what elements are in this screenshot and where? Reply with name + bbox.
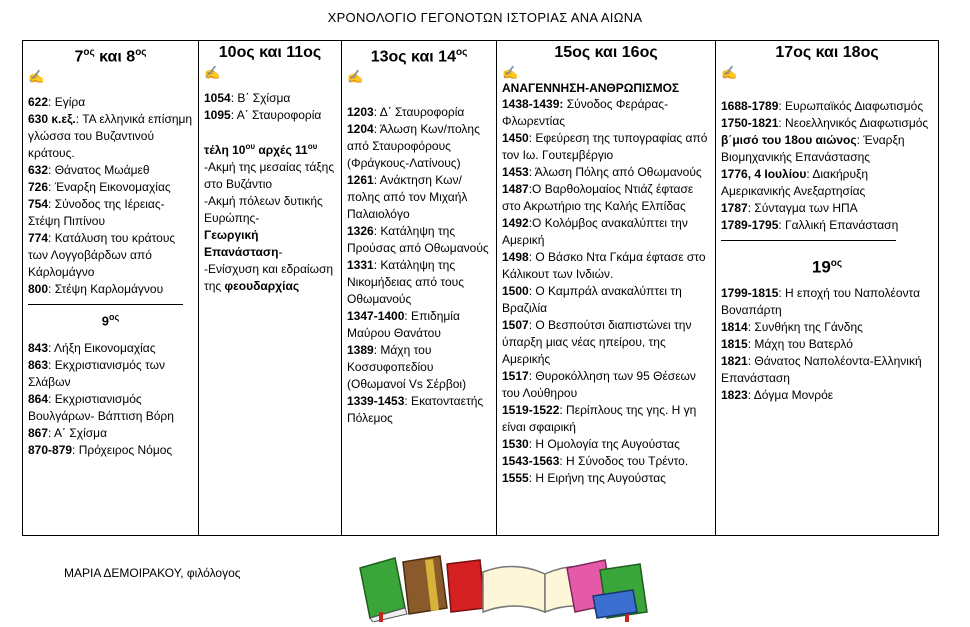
pen-icon: ✍	[502, 65, 519, 80]
timeline-entry	[28, 442, 193, 459]
timeline-entry	[721, 387, 933, 404]
timeline-entry	[721, 98, 933, 115]
timeline-entry	[28, 425, 193, 442]
timeline-entry	[347, 342, 491, 393]
entry-text: : Θάνατος Ναπολέοντα-Ελληνική Επανάσταση	[721, 353, 922, 385]
entry-date: 1453	[502, 165, 529, 179]
entry-date: 1389	[347, 343, 374, 358]
entry-text: : Επιδημία Μαύρου Θανάτου	[347, 309, 460, 341]
entry-text: : Β΄ Σχίσμα	[230, 91, 291, 105]
separator-line	[721, 240, 896, 241]
entry-date: 1450	[502, 131, 529, 145]
timeline-entry	[28, 357, 193, 391]
column-header: 10ος και 11ος	[218, 44, 322, 61]
timeline-entry	[204, 90, 336, 107]
entry-text: : Θάνατος Μωάμεθ	[48, 163, 150, 178]
author-credit: ΜΑΡΙΑ ΔΕΜΟΙΡΑΚΟΥ, φιλόλογος	[64, 566, 241, 580]
entry-text: :Ο Βαρθολομαίος Ντιάζ έφτασε στο Ακρωτήριο της Καλής Ελπίδας	[502, 182, 694, 213]
entry-text: : Η Ομολογία της Αυγούστας	[528, 437, 680, 451]
timeline-entry	[347, 121, 491, 172]
entry-date: 1543-1563	[502, 454, 560, 468]
entry-date: 1507	[502, 318, 529, 332]
entry-text: : Ευρωπαϊκός Διαφωτισμός	[778, 99, 924, 113]
entry-date: 632	[28, 163, 49, 178]
timeline-entry	[502, 436, 710, 453]
entry-date: 754	[28, 197, 49, 212]
entry-text: : Άλωση Πόλης από Οθωμανούς	[528, 165, 702, 179]
entry-list	[721, 285, 933, 404]
entry-text: : Εκατονταετής Πόλεμος	[347, 394, 484, 426]
entry-text: : Έναρξη Εικονομαχίας	[48, 180, 171, 195]
entry-text: Σύνοδος Φεράρας-Φλωρεντίας	[502, 97, 669, 128]
entry-date: 1776, 4 Ιουλίου	[721, 167, 807, 181]
entry-text: :Ο Κολόμβος ανακαλύπτει την Αμερική	[502, 216, 688, 247]
entry-date: 726	[28, 180, 49, 195]
entry-date: 1823	[721, 387, 748, 402]
entry-date: 870-879	[28, 442, 73, 457]
entry-date: 1530	[502, 437, 529, 451]
entry-date: β΄μισό του 18ου αιώνος	[721, 133, 857, 147]
entry-date: 864	[28, 391, 49, 406]
entry-list	[721, 98, 933, 234]
entry-text: : Εφεύρεση της τυπογραφίας από τον Ιω. Γουτεμβέργιο	[502, 131, 708, 162]
entry-text: : Νεοελληνικός Διαφωτισμός	[778, 116, 929, 130]
column-17th-18th	[716, 41, 939, 536]
entry-text: : Πρόχειρος Νόμος	[72, 442, 173, 457]
pen-icon: ✍	[347, 69, 364, 85]
entry-date: 1203	[347, 105, 374, 120]
entry-text: : Θυροκόλληση των 95 Θέσεων του Λούθηρου	[502, 369, 696, 400]
entry-date: 1498	[502, 250, 529, 264]
entry-date: 1519-1522	[502, 403, 560, 417]
entry-text: : Ο Καμπράλ ανακαλύπτει τη Βραζιλία	[502, 284, 682, 315]
timeline-entry	[502, 164, 710, 181]
entry-text: : Α΄ Σχίσμα	[48, 425, 108, 440]
entry-list	[204, 90, 336, 124]
timeline-entry	[28, 111, 193, 162]
entry-date: 622	[28, 95, 49, 110]
entry-date: 1815	[721, 336, 748, 351]
entry-text: : Εκχριστιανισμός των Σλάβων	[28, 357, 165, 389]
timeline-entry	[502, 130, 710, 164]
entry-text: : Η Σύνοδος του Τρέντο.	[559, 454, 689, 468]
timeline-table	[22, 40, 939, 536]
timeline-entry	[502, 402, 710, 436]
timeline-entry	[28, 281, 193, 298]
column-15th-16th	[497, 41, 716, 536]
entry-list	[28, 340, 193, 459]
entry-date: 1261	[347, 173, 374, 188]
section-subtitle: ΑΝΑΓΕΝΝΗΣΗ-ΑΝΘΡΩΠΙΣΜΟΣ	[502, 81, 680, 95]
timeline-entry	[502, 453, 710, 470]
entry-list	[347, 104, 491, 427]
timeline-entry	[502, 181, 710, 215]
timeline-entry	[28, 196, 193, 230]
entry-date: 1438-1439:	[502, 97, 564, 111]
entry-text: : Η εποχή του Ναπολέοντα Βοναπάρτη	[721, 285, 921, 317]
timeline-entry	[721, 200, 933, 217]
timeline-entry	[28, 179, 193, 196]
timeline-entry	[347, 393, 491, 427]
entry-date: 1487	[502, 182, 529, 196]
entry-text: : Σύνοδος της Ιέρειας-Στέψη Πιπίνου	[28, 197, 165, 229]
timeline-entry	[721, 217, 933, 234]
entry-text: : Μάχη του Βατερλό	[747, 336, 853, 351]
timeline-entry	[721, 353, 933, 387]
entry-date: 1750-1821	[721, 116, 779, 130]
timeline-entry	[347, 223, 491, 257]
entry-date: 800	[28, 282, 49, 297]
pen-icon: ✍	[721, 65, 738, 80]
entry-text: : Περίπλους της γης. Η γη είναι σφαιρική	[502, 403, 697, 434]
sub-header: $9^{o\varsigma}$	[101, 312, 120, 329]
timeline-entry	[347, 308, 491, 342]
entry-date: 1492	[502, 216, 529, 230]
entry-list	[28, 94, 193, 298]
entry-text: : Ο Βάσκο Ντα Γκάμα έφτασε στο Κάλικουτ των Ινδιών.	[502, 250, 706, 281]
column-header: $7^{o\varsigma}$ και $8^{o\varsigma}$	[74, 47, 147, 66]
timeline-entry	[502, 96, 710, 130]
timeline-entry	[502, 249, 710, 283]
entry-text: : Α΄ Σταυροφορία	[230, 108, 322, 122]
sub-header: $19^{o\varsigma}$	[811, 257, 843, 277]
entry-date: 867	[28, 425, 49, 440]
books-illustration	[355, 550, 655, 622]
page-title: ΧΡΟΝΟΛΟΓΙΟ ΓΕΓΟΝΟΤΩΝ ΙΣΤΟΡΙΑΣ ΑΝΑ ΑΙΩΝΑ	[327, 10, 643, 25]
timeline-entry	[502, 368, 710, 402]
entry-date: 1799-1815	[721, 285, 779, 300]
timeline-entry	[28, 94, 193, 111]
entry-date: 1500	[502, 284, 529, 298]
entry-text: : Η Ειρήνη της Αυγούστας	[528, 471, 666, 485]
entry-text: : Εκχριστιανισμός Βουλγάρων- Βάπτιση Βόρη	[28, 391, 174, 423]
entry-date: 1331	[347, 258, 374, 273]
entry-text: : Δόγμα Μονρόε	[747, 387, 834, 402]
entry-date: 1517	[502, 369, 529, 383]
entry-date: 1688-1789	[721, 99, 779, 113]
entry-text: : Κατάλυση του κράτους των Λογγοβάρδων από Κάρλομάγνο	[28, 231, 176, 280]
timeline-entry	[721, 336, 933, 353]
timeline-entry	[28, 391, 193, 425]
period-header: τέλη $10^{o\upsilon}$ αρχές $11^{o\upsilon}$	[204, 142, 318, 157]
column-10th-11th	[199, 41, 342, 536]
entry-date: 1095	[204, 108, 231, 122]
column-7th-8th	[23, 41, 199, 536]
entry-text: : Σύνταγμα των ΗΠΑ	[747, 201, 858, 215]
entry-text: : Λήξη Εικονομαχίας	[48, 340, 156, 355]
entry-text: : Κατάληψη της Νικομήδειας από τους Οθωμανούς	[347, 258, 465, 307]
entry-date: 1789-1795	[721, 218, 779, 232]
pen-icon: ✍	[28, 69, 45, 85]
entry-text: : Ο Βεσπούτσι διαπιστώνει την ύπαρξη μιας νέας ηπείρου, της Αμερικής	[502, 318, 692, 366]
entry-date: 1339-1453	[347, 394, 405, 409]
entry-text: : ΤΑ ελληνικά επίσημη γλώσσα του Βυζαντινού κράτους.	[28, 112, 193, 161]
entry-date: 1787	[721, 201, 748, 215]
timeline-entry	[28, 230, 193, 281]
timeline-entry	[502, 215, 710, 249]
entry-text: : Μάχη του Κοσσυφοπεδίου (Οθωμανοί Vs Σέρβοι)	[347, 343, 467, 392]
timeline-entry	[204, 107, 336, 124]
entry-text: : Άλωση Κων/πολης από Σταυροφόρους (Φράγκους-Λατίνους)	[347, 122, 480, 171]
timeline-entry	[721, 285, 933, 319]
entry-text: : Γαλλική Επανάσταση	[778, 218, 899, 232]
entry-date: 630 κ.εξ.	[28, 112, 76, 127]
timeline-entry	[347, 172, 491, 223]
entry-text: : Κατάληψη της Προύσας από Οθωμανούς	[347, 224, 489, 256]
entry-date: 1204	[347, 122, 374, 137]
entry-text: : Εγίρα	[48, 95, 86, 110]
entry-text: : Ανάκτηση Κων/πολης από τον Μιχαήλ Παλαιολόγο	[347, 173, 468, 222]
timeline-entry	[502, 317, 710, 368]
period-line: -Ακμή πόλεων δυτικής Ευρώπης-	[204, 194, 323, 225]
entry-list	[502, 96, 710, 487]
timeline-entry	[347, 257, 491, 308]
pen-icon: ✍	[204, 65, 221, 80]
entry-date: 1821	[721, 353, 748, 368]
timeline-entry	[721, 166, 933, 200]
entry-text: : Διακήρυξη Αμερικανικής Ανεξαρτησίας	[721, 167, 869, 198]
entry-date: 1326	[347, 224, 374, 239]
timeline-entry	[28, 340, 193, 357]
entry-text: : Στέψη Καρλομάγνου	[48, 282, 164, 297]
period-line: -Ακμή της μεσαίας τάξης στο Βυζάντιο	[204, 160, 335, 191]
column-13th-14th	[342, 41, 497, 536]
timeline-entry	[502, 283, 710, 317]
entry-date: 863	[28, 357, 49, 372]
timeline-entry	[721, 115, 933, 132]
period-tail: -Ενίσχυση και εδραίωση της φεουδαρχίας	[204, 262, 334, 293]
timeline-entry	[721, 319, 933, 336]
entry-date: 843	[28, 340, 49, 355]
entry-date: 774	[28, 231, 49, 246]
timeline-entry	[502, 470, 710, 487]
timeline-entry	[28, 162, 193, 179]
separator-line	[28, 304, 183, 305]
entry-date: 1814	[721, 319, 748, 334]
period-bold: Γεωργική Επανάσταση-	[204, 228, 283, 259]
entry-text: : Δ΄ Σταυροφορία	[373, 105, 465, 120]
timeline-entry	[347, 104, 491, 121]
entry-text: : Συνθήκη της Γάνδης	[747, 319, 863, 334]
column-header: 13ος και $14^{o\varsigma}$	[370, 47, 468, 66]
column-header: 15ος και 16ος	[554, 44, 658, 61]
column-header: 17ος και 18ος	[775, 44, 879, 61]
entry-text: : Έναρξη Βιομηχανικής Επανάστασης	[721, 133, 905, 164]
entry-date: 1347-1400	[347, 309, 405, 324]
timeline-entry	[721, 132, 933, 166]
entry-date: 1054	[204, 91, 231, 105]
entry-date: 1555	[502, 471, 529, 485]
